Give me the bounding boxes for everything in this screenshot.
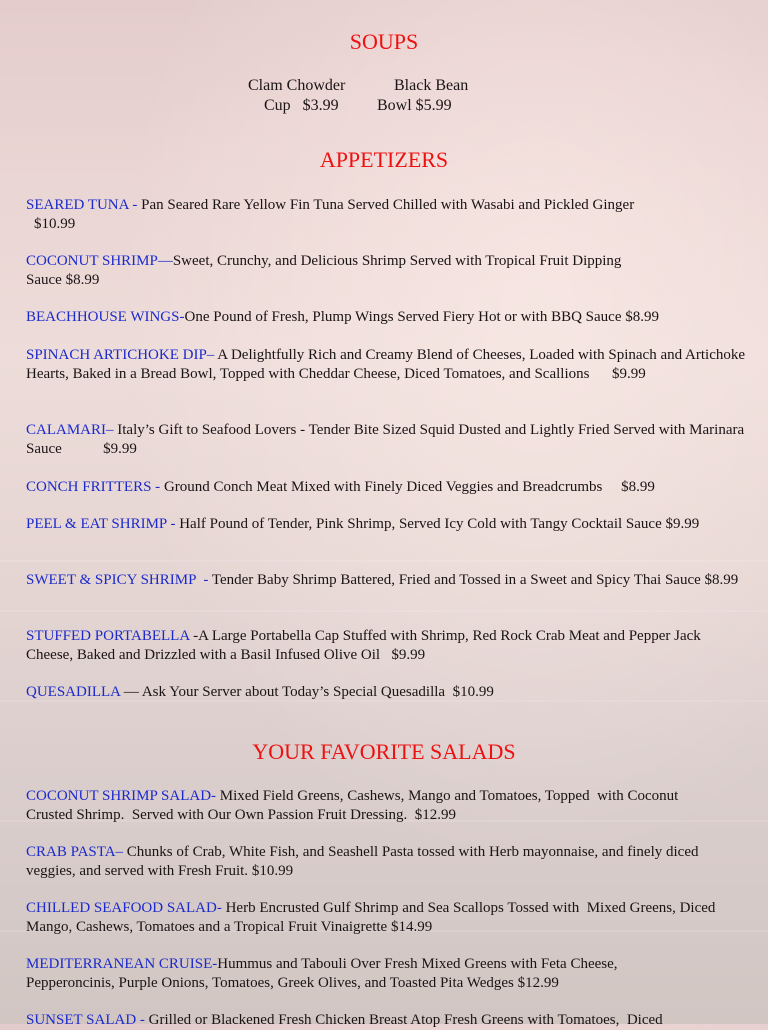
item-description: Sweet, Crunchy, and Delicious Shrimp Served with Tropical Fruit Dipping Sauce [26,253,622,288]
item-description: Mixed Field Greens, Cashews, Mango and Tomatoes, Topped with Coconut Crusted Shrimp. Served with Our Own Passion Fruit Dressing. [26,788,683,823]
item-description: Half Pound of Tender, Pink Shrimp, Served Icy Cold with Tangy Cocktail Sauce [179,516,662,532]
menu-item [26,252,646,290]
item-description: Grilled or Blackened Fresh Chicken Breast Atop Fresh Greens with Tomatoes, Diced [148,1012,663,1028]
item-description: One Pound of Fresh, Plump Wings Served Fiery Hot or with BBQ Sauce [184,309,622,325]
item-name: QUESADILLA [26,684,124,700]
item-description: Ground Conch Meat Mixed with Finely Diced Veggies and Breadcrumbs [163,479,603,495]
salads-heading: YOUR FAVORITE SALADS [252,739,516,764]
item-price: $9.99 [611,366,646,382]
item-name: CHILLED SEAFOOD SALAD- [26,900,226,916]
item-price: $8.99 [65,272,100,288]
item-price: $10.99 [34,216,76,232]
item-description: Italy’s Gift to Seafood Lovers - Tender Bite Sized Squid Dusted and Lightly Fried Served with Marinara Sauce [26,422,745,457]
item-price: $14.99 [390,919,433,935]
item-description: Hummus and Tabouli Over Fresh Mixed Greens with Feta Cheese, Pepperoncinis, Purple Onions, Tomatoes, Greek Olives, and Toasted Pita Wedges [26,956,618,991]
menu-item [26,515,746,534]
menu-item [26,308,746,327]
item-name: PEEL & EAT SHRIMP - [26,516,180,532]
soup-name: Clam Chowder [248,77,346,94]
menu-item [26,421,746,459]
item-price: $9.99 [391,647,426,663]
soup-name: Black Bean [394,77,469,94]
appetizers-heading: APPETIZERS [319,147,449,172]
item-name: BEACHHOUSE WINGS- [26,309,185,325]
soups-heading: SOUPS [349,29,419,54]
item-name: SEARED TUNA - [26,197,142,213]
item-name: CONCH FRITTERS - [26,479,164,495]
item-name: CALAMARI– [26,422,118,438]
item-name: SWEET & SPICY SHRIMP - [26,572,212,588]
menu-item [26,843,746,881]
item-name: SUNSET SALAD - [26,1012,149,1028]
menu-item [26,346,746,384]
item-name: MEDITERRANEAN CRUISE- [26,956,218,972]
soup-size-price: Bowl $5.99 [377,97,452,114]
menu-item [26,196,716,234]
menu-item [26,955,706,993]
menu-item [26,1011,746,1030]
item-description: Tender Baby Shrimp Battered, Fried and Tossed in a Sweet and Spicy Thai Sauce [211,572,701,588]
item-name: COCONUT SHRIMP SALAD- [26,788,220,804]
item-price: $9.99 [103,441,137,457]
item-description: -A Large Portabella Cap Stuffed with Shrimp, Red Rock Crab Meat and Pepper Jack Cheese, Baked and Drizzled with a Basil Infused Olive Oil [26,628,701,663]
item-description: A Delightfully Rich and Creamy Blend of Cheeses, Loaded with Spinach and Artichoke Hearts, Baked in a Bread Bowl, Topped with Cheddar Cheese, Diced Tomatoes, and Scallions [26,347,746,382]
item-price: $10.99 [452,684,494,700]
item-price: $8.99 [704,572,739,588]
soup-size-price: Cup $3.99 [264,97,339,114]
item-name: SPINACH ARTICHOKE DIP– [26,347,218,363]
item-price: $8.99 [625,309,659,325]
menu-item [26,899,720,937]
item-price: $9.99 [665,516,700,532]
item-price: $12.99 [414,807,456,823]
item-description: Pan Seared Rare Yellow Fin Tuna Served Chilled with Wasabi and Pickled Ginger [141,197,635,213]
menu-item [26,787,706,825]
menu-item [26,627,706,665]
item-description: Chunks of Crab, White Fish, and Seashell Pasta tossed with Herb mayonnaise, and finely diced veggies, and served with Fresh Fruit. [26,844,699,879]
menu-item [26,571,746,590]
item-price: $12.99 [517,975,559,991]
item-description: Herb Encrusted Gulf Shrimp and Sea Scallops Tossed with Mixed Greens, Diced Mango, Cashews, Tomatoes and a Tropical Fruit Vinaigrette [26,900,720,935]
item-name: STUFFED PORTABELLA [26,628,194,644]
item-description: — Ask Your Server about Today’s Special Quesadilla [123,684,446,700]
menu-item [26,683,746,702]
item-name: CRAB PASTA– [26,844,127,860]
item-price: $8.99 [621,479,655,495]
item-price: $10.99 [251,863,294,879]
item-name: COCONUT SHRIMP— [26,253,173,269]
menu-item [26,478,746,497]
